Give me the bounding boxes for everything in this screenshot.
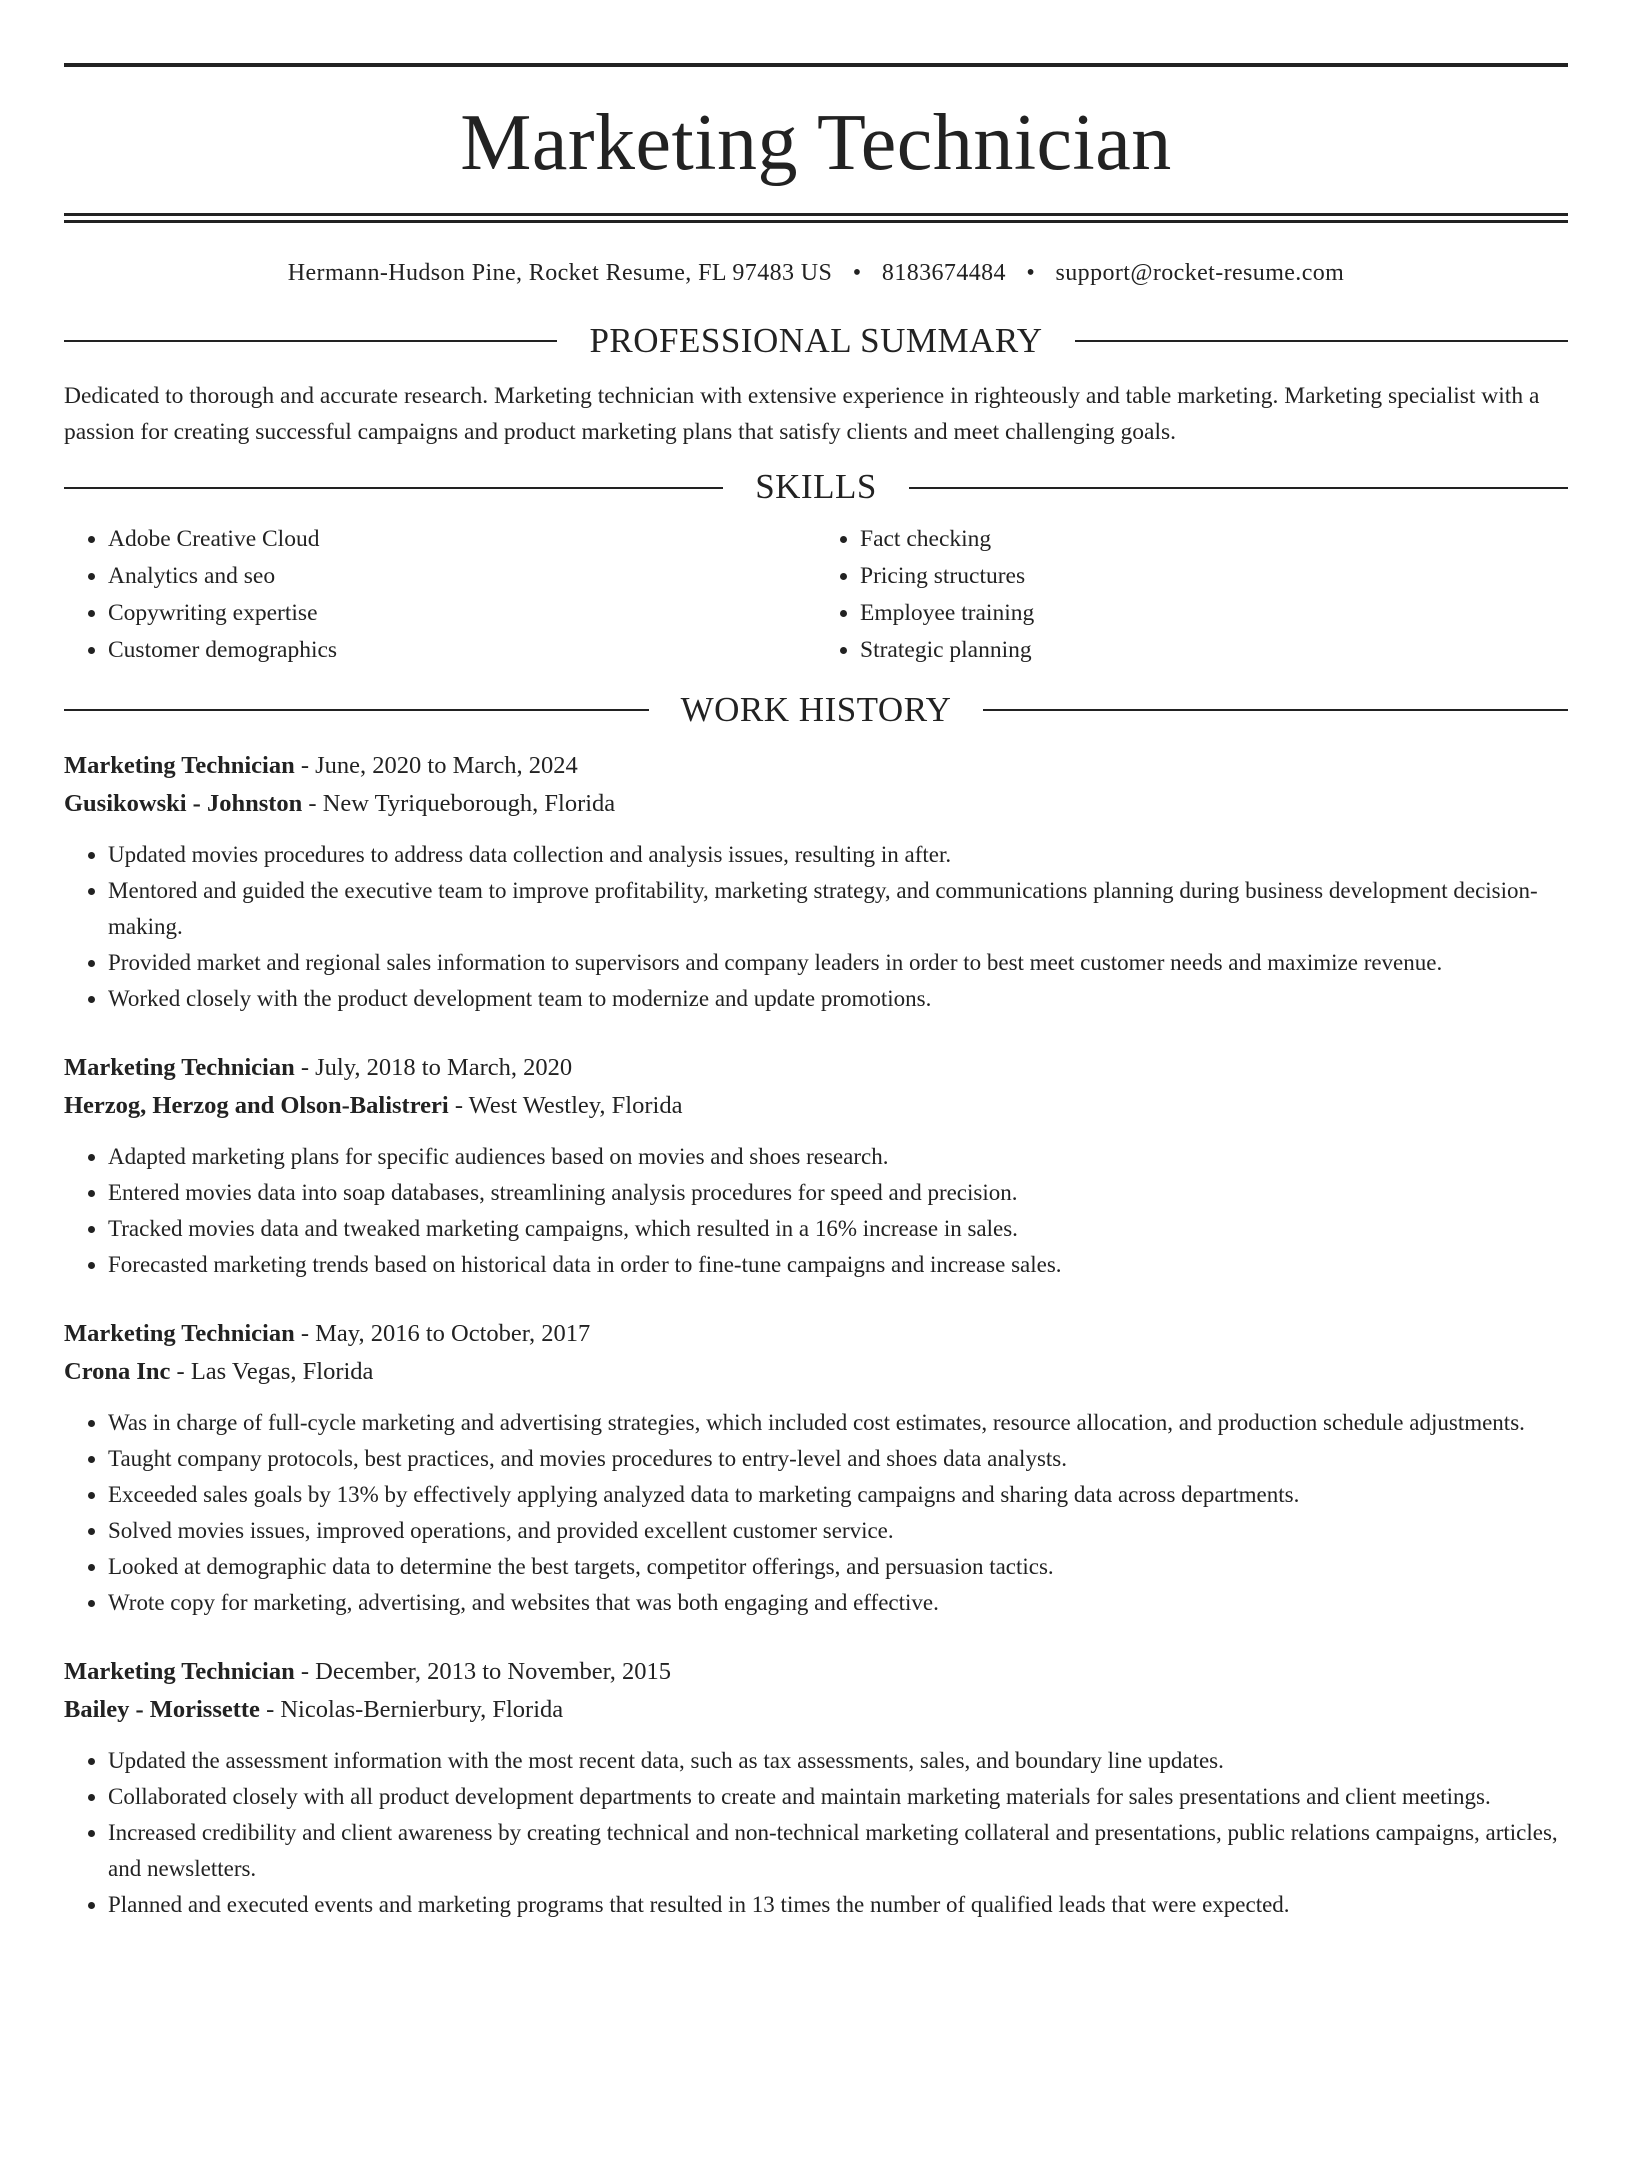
section-title: PROFESSIONAL SUMMARY (589, 320, 1043, 360)
contact-phone: 8183674484 (881, 260, 1006, 286)
double-rule (64, 213, 1568, 223)
job-title: Marketing Technician (64, 1658, 295, 1686)
section-title: WORK HISTORY (680, 689, 952, 729)
contact-address: Hermann-Hudson Pine, Rocket Resume, FL 97483 US (287, 260, 833, 286)
job-title-line (64, 747, 1568, 785)
contact-email[interactable]: support@rocket-resume.com (1055, 260, 1345, 286)
contact-separator: • (852, 260, 862, 286)
divider-line (64, 487, 723, 489)
job-company-line (64, 1691, 1568, 1729)
resume-name: Marketing Technician (460, 99, 1172, 187)
job-title-line (64, 1653, 1568, 1691)
job-bullet: • Planned and executed events and marketing programs that resulted in 13 times the number of qualified leads that were expected. (108, 1887, 1568, 1923)
skill-item: • Analytics and seo (108, 558, 816, 595)
job-bullet: • Updated the assessment information with the most recent data, such as tax assessments, sales, and boundary line updates. (108, 1743, 1568, 1779)
job-company-line (64, 1087, 1568, 1125)
job-entry (64, 1049, 1568, 1283)
job-bullets (64, 1405, 1568, 1621)
job-bullet: • Solved movies issues, improved operations, and provided excellent customer service. (108, 1513, 1568, 1549)
skill-item: • Fact checking (860, 521, 1568, 558)
job-title-line (64, 1315, 1568, 1353)
job-bullets (64, 1139, 1568, 1283)
job-bullet: • Wrote copy for marketing, advertising, and websites that was both engaging and effective. (108, 1585, 1568, 1621)
job-bullet: • Adapted marketing plans for specific audiences based on movies and shoes research. (108, 1139, 1568, 1175)
job-title-line (64, 1049, 1568, 1087)
job-company-line (64, 1353, 1568, 1391)
skills-heading (64, 468, 1568, 507)
work-heading (64, 691, 1568, 730)
job-bullet: • Entered movies data into soap databases, streamlining analysis procedures for speed and precision. (108, 1175, 1568, 1211)
job-bullets (64, 1743, 1568, 1923)
divider-line (983, 709, 1568, 711)
top-rule (64, 63, 1568, 67)
divider-line (909, 487, 1568, 489)
job-title: Marketing Technician (64, 1054, 295, 1082)
job-dates: - December, 2013 to November, 2015 (294, 1658, 672, 1686)
skill-item: • Strategic planning (860, 632, 1568, 669)
skills-column-left (64, 521, 816, 669)
job-bullet: • Updated movies procedures to address data collection and analysis issues, resulting in after. (108, 837, 1568, 873)
job-dates: - July, 2018 to March, 2020 (294, 1054, 573, 1082)
contact-separator: • (1026, 260, 1036, 286)
job-company: Crona Inc (64, 1358, 171, 1386)
skills-column-right (816, 521, 1568, 669)
job-company: Bailey - Morissette (64, 1696, 260, 1724)
skill-item: • Pricing structures (860, 558, 1568, 595)
job-dates: - May, 2016 to October, 2017 (294, 1320, 591, 1348)
job-bullet: • Taught company protocols, best practices, and movies procedures to entry-level and shoes data analysts. (108, 1441, 1568, 1477)
job-company: Gusikowski - Johnston (64, 790, 303, 818)
section-title: SKILLS (755, 467, 877, 507)
skill-item: • Customer demographics (108, 632, 816, 669)
job-location: - Las Vegas, Florida (170, 1358, 374, 1386)
job-title: Marketing Technician (64, 1320, 295, 1348)
job-entry (64, 747, 1568, 1017)
job-entry (64, 1653, 1568, 1923)
job-location: - West Westley, Florida (448, 1092, 683, 1120)
job-company: Herzog, Herzog and Olson-Balistreri (64, 1092, 449, 1120)
job-bullet: • Exceeded sales goals by 13% by effectively applying analyzed data to marketing campaigns and sharing data across departments. (108, 1477, 1568, 1513)
contact-line (64, 259, 1568, 288)
job-bullet: • Worked closely with the product development team to modernize and update promotions. (108, 981, 1568, 1017)
job-entry (64, 1315, 1568, 1621)
job-bullet: • Was in charge of full-cycle marketing and advertising strategies, which included cost estimates, resource allocation, and production schedule adjustments. (108, 1405, 1568, 1441)
summary-heading (64, 322, 1568, 361)
job-bullet: • Forecasted marketing trends based on historical data in order to fine-tune campaigns and increase sales. (108, 1247, 1568, 1283)
job-bullet: • Looked at demographic data to determine the best targets, competitor offerings, and persuasion tactics. (108, 1549, 1568, 1585)
divider-line (1075, 340, 1568, 342)
skill-item: • Adobe Creative Cloud (108, 521, 816, 558)
job-bullet: • Tracked movies data and tweaked marketing campaigns, which resulted in a 16% increase in sales. (108, 1211, 1568, 1247)
job-company-line (64, 785, 1568, 823)
skill-item: • Employee training (860, 595, 1568, 632)
job-location: - Nicolas-Bernierbury, Florida (259, 1696, 564, 1724)
job-bullet: • Collaborated closely with all product development departments to create and maintain marketing materials for sales presentations and client meetings. (108, 1779, 1568, 1815)
skill-item: • Copywriting expertise (108, 595, 816, 632)
job-location: - New Tyriqueborough, Florida (302, 790, 616, 818)
job-bullet: • Provided market and regional sales information to supervisors and company leaders in order to best meet customer needs and maximize revenue. (108, 945, 1568, 981)
skills-list (64, 521, 1568, 669)
divider-line (64, 709, 649, 711)
job-dates: - June, 2020 to March, 2024 (294, 752, 578, 780)
job-title: Marketing Technician (64, 752, 295, 780)
divider-line (64, 340, 557, 342)
job-bullet: • Increased credibility and client awareness by creating technical and non-technical marketing collateral and presentations, public relations campaigns, articles, and newsletters. (108, 1815, 1568, 1887)
job-bullet: • Mentored and guided the executive team to improve profitability, marketing strategy, and communications planning during business development decision-making. (108, 873, 1568, 945)
resume-page (0, 63, 1632, 2175)
job-bullets (64, 837, 1568, 1017)
summary-text: Dedicated to thorough and accurate research. Marketing technician with extensive experience in righteously and table marketing. Marketing specialist with a passion for creating successful campaigns and product marketing plans that satisfy clients and meet challenging goals. (64, 383, 1540, 446)
